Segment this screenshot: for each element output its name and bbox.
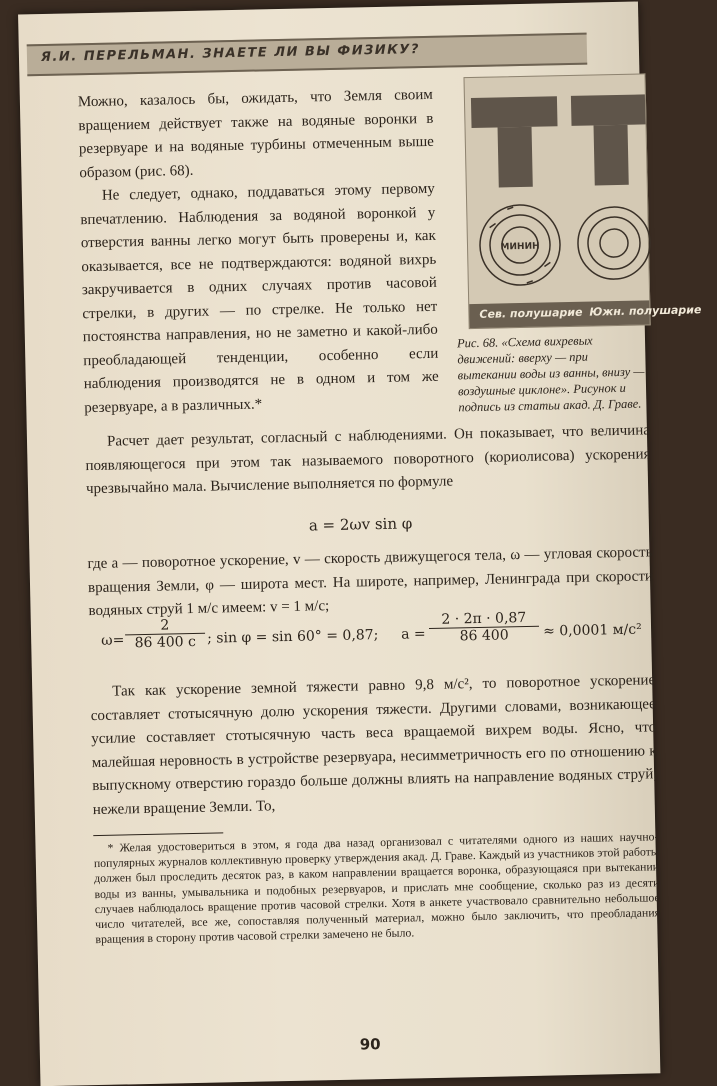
paragraph-3: Расчет дает результат, согласный с наблюдениями. Он показывает, что величина появляющегося при этом так называемого поворотного (кориолисова) ускорения чрезвычайно мала. Вычисление выполняется по формуле [85,422,651,498]
omega-lhs: ω= [101,632,125,649]
book-page [18,2,702,1086]
running-title: Я.И. ПЕРЕЛЬМАН. ЗНАЕТЕ ЛИ ВЫ ФИЗИКУ? [40,42,421,66]
vortex-illustration [464,74,649,304]
figure-caption: Рис. 68. «Схема вихревых движений: вверху — при вытекании воды из ванны, внизу — воздушные циклоне». Рисунок и подпись из статьи акад. Д. Граве. [456,333,645,415]
footnote [93,829,660,947]
calc-intro-block [85,419,651,501]
footnote-rule [93,832,223,836]
a-result: ≈ 0,0001 м/с² [542,621,642,640]
sin-expression: ; sin φ = sin 60° = 0,87; [207,627,379,647]
omega-denominator: 86 400 c [134,633,197,652]
calculation-line [101,603,662,675]
a-numerator: 2 · 2π · 0,87 [429,610,539,629]
paragraph-where: где a — поворотное ускорение, v — скорость движущегося тела, ω — угловая скорость вращения Земли, φ — широта мест. На широте, например, Ленинграда при скорости водяных струй 1 м/с имеем: v = 1 м/с; [87,544,654,620]
coriolis-formula: a = 2ωv sin φ [308,514,413,535]
south-hemisphere-label: Южн. полушарие [589,303,702,319]
hemisphere-labels [469,300,702,328]
a-denominator: 86 400 [459,627,509,645]
paragraph-4: Так как ускорение земной тяжести равно 9,8 м/с², то поворотное ускорение составляет стотысячную долю ускорения тяжести. Другими словами, возникающее усилие составляет стотысячную часть веса вращаемой вихрем воды. Ясно, что малейшая неровность в устройстве резервуара, несимметричность его по отношению к выпускному отверстию гораздо больше должны влиять на направление водяных струй, нежели вращение Земли. То, [90,672,658,818]
running-header [27,33,588,77]
paragraph-1: Можно, казалось бы, ожидать, что Земля своим вращением действует также на водяные воронки в резервуаре и на водяные турбины отмеченным выше образом (рис. 68). [77,86,434,181]
omega-fraction [125,617,206,652]
north-hemisphere-label: Сев. полушарие [479,305,583,321]
paragraph-2: Не следует, однако, поддаваться этому первому впечатлению. Наблюдения за водяной воронкой у отверстия ванны легко могут быть проверены и, как оказывается, все не подтверждаются: водяной вихрь закручивается в одних случаях против часовой стрелки, в других — по стрелке. Не только нет постоянства направления, но не заметно и какой-либо преобладающей тенденции, особенно если наблюдения производятся не в одном и том же резервуаре, а в различных.* [80,180,439,416]
a-fraction [429,610,540,645]
conclusion-block [90,669,658,822]
vortex-center-label: МИНИН [500,241,540,253]
a-lhs: a = [400,626,426,643]
page-number: 90 [359,1035,381,1054]
intro-text-block [78,84,440,420]
figure-68 [463,73,702,329]
footnote-text: * Желая удостовериться в этом, я года два назад организовал с читателями одного из наших научно-популярных журналов коллективную проверку утверждения акад. Д. Граве. Каждый из участников этой работы должен был проследить десяток раз, в каком направлении вращается воронка, образующаяся при вытекании воды из ванны, умывальника и подобных резервуаров, и прислать мне сообщение, сколько раз из десяти случаев наблюдалось вращение против часовой стрелки. Хотя в анкете участвовало сравнительно небольшое число читателей, все же, сопоставляя полученный материал, можно было заключить, что преобладания вращения в сторону против часовой стрелки замечено не было. [93,829,661,947]
omega-numerator: 2 [125,617,205,636]
